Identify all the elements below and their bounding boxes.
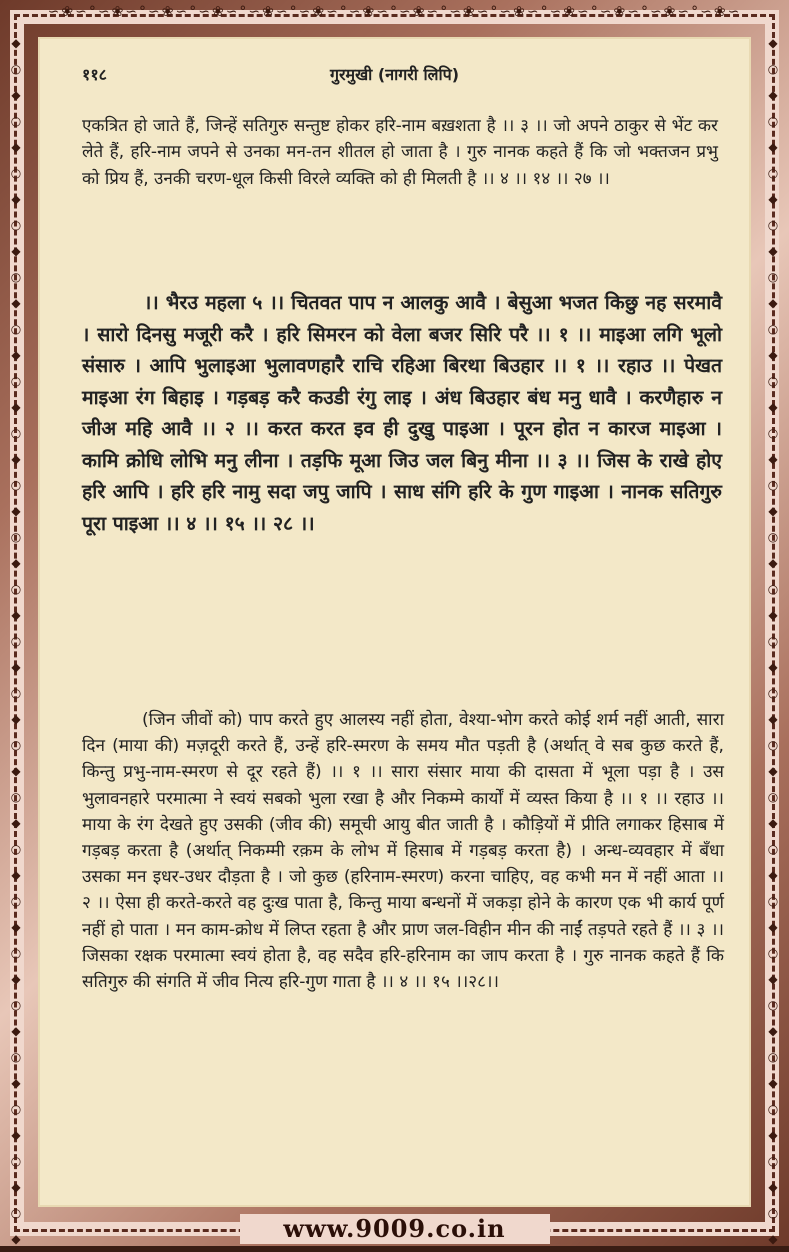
left-ornament: ◆ ○ ◆ ○ ◆ ○ ◆ ○ ◆ ○ ◆ ○ ◆ ○ ◆ ○ ◆ ○ ◆ ○ ◆ ○ ◆ ○ ◆ ○ ◆ ○ ◆ ○ ◆ ○ ◆ ○ ◆ ○ ◆ ○ ◆ ○ ◆ ○ ◆ ○ ◆ ○ ◆ — [10, 36, 22, 1246]
page-title: गुरमुखी (नागरी लिपि) — [329, 65, 460, 84]
commentary-top-paragraph: एकत्रित हो जाते हैं, जिन्हें सतिगुरु सन्तुष्ट होकर हरि-नाम बख़शता है ।। ३ ।। जो अपने ठाकुर से भेंट कर लेते हैं, हरि-नाम जपने से उनका मन-तन शीतल हो जाता है । गुरु नानक कहते हैं कि जो भक्तजन प्रभु को प्रिय हैं, उनकी चरण-धूल किसी विरले व्यक्ति को ही मिलती है ।। ४ ।। १४ ।। २७ ।। — [82, 116, 718, 189]
page-header — [38, 63, 751, 89]
right-ornament: ◆ ○ ◆ ○ ◆ ○ ◆ ○ ◆ ○ ◆ ○ ◆ ○ ◆ ○ ◆ ○ ◆ ○ ◆ ○ ◆ ○ ◆ ○ ◆ ○ ◆ ○ ◆ ○ ◆ ○ ◆ ○ ◆ ○ ◆ ○ ◆ ○ ◆ ○ ◆ ○ ◆ — [767, 36, 779, 1246]
gurbani-verse: ।। भैरउ महला ५ ।। चितवत पाप न आलकु आवै । बेसुआ भजत किछु नह सरमावै । सारो दिनसु मजूरी करै । हरि सिमरन को वेला बजर सिरि परै ।। १ ।। माइआ लगि भूलो संसारु । आपि भुलाइआ भुलावणहारै राचि रहिआ बिरथा बिउहार ।। १ ।। रहाउ ।। पेखत माइआ रंग बिहाइ । गड़बड़ करै कउडी रंगु लाइ । अंध बिउहार बंध मनु धावै । करणैहारु न जीअ महि आवै ।। २ ।। करत करत इव ही दुखु पाइआ । पूरन होत न कारज माइआ । कामि क्रोधि लोभि मनु लीना । तड़फि मूआ जिउ जल बिनु मीना ।। ३ ।। जिस के राखे होए हरि आपि । हरि हरि नामु सदा जपु जापि । साध संगि हरि के गुण गाइआ । नानक सतिगुरु पूरा पाइआ ।। ४ ।। १५ ।। २८ ।। — [82, 291, 722, 535]
page-number: ११८ — [82, 65, 107, 84]
commentary-bottom-paragraph: (जिन जीवों को) पाप करते हुए आलस्य नहीं होता, वेश्या-भोग करते कोई शर्म नहीं आती, सारा दिन (माया की) मज़दूरी करते हैं, उन्हें हरि-स्मरण के समय मौत पड़ती है (अर्थात् वे सब कुछ करते हैं, किन्तु प्रभु-नाम-स्मरण से दूर रहते हैं) ।। १ ।। सारा संसार माया की दासता में भूला पड़ा है । उस भुलावनहारे परमात्मा ने स्वयं सबको भुला रखा है और निकम्मे कार्यों में व्यस्त किया है ।। १ ।। रहाउ ।। माया के रंग देखते हुए उसकी (जीव की) समूची आयु बीत जाती है । कौड़ियों में प्रीति लगाकर हिसाब में गड़बड़ करता है (अर्थात् निकम्मी रक़म के लोभ में हिसाब में गड़बड़ करता है) । अन्ध-व्यवहार में बँधा उसका मन इधर-उधर दौड़ता है । जो कुछ (हरिनाम-स्मरण) करना चाहिए, वह कभी मन में नहीं आता ।। २ ।। ऐसा ही करते-करते वह दुःख पाता है, किन्तु माया बन्धनों में जकड़ा होने के कारण एक भी कार्य पूर्ण नहीं हो पाता । मन काम-क्रोध में लिप्त रहता है और प्राण जल-विहीन मीन की नाईं तड़पते रहते हैं ।। ३ ।। जिसका रक्षक परमात्मा स्वयं होता है, वह सदैव हरि-हरिनाम का जाप करता है । गुरु नानक कहते हैं कि सतिगुरु की संगति में जीव नित्य हरि-गुण गाता है ।। ४ ।। १५ ।।२८।। — [82, 710, 724, 993]
website-url: www.9009.co.in — [283, 1214, 506, 1243]
top-ornament: ∽❀∽°∽❀∽°∽❀∽°∽❀∽°∽❀∽°∽❀∽°∽❀∽°∽❀∽°∽❀∽°∽❀∽°∽❀∽°∽❀∽°∽❀∽°∽❀∽ — [47, 4, 742, 20]
book-page — [38, 37, 751, 1207]
